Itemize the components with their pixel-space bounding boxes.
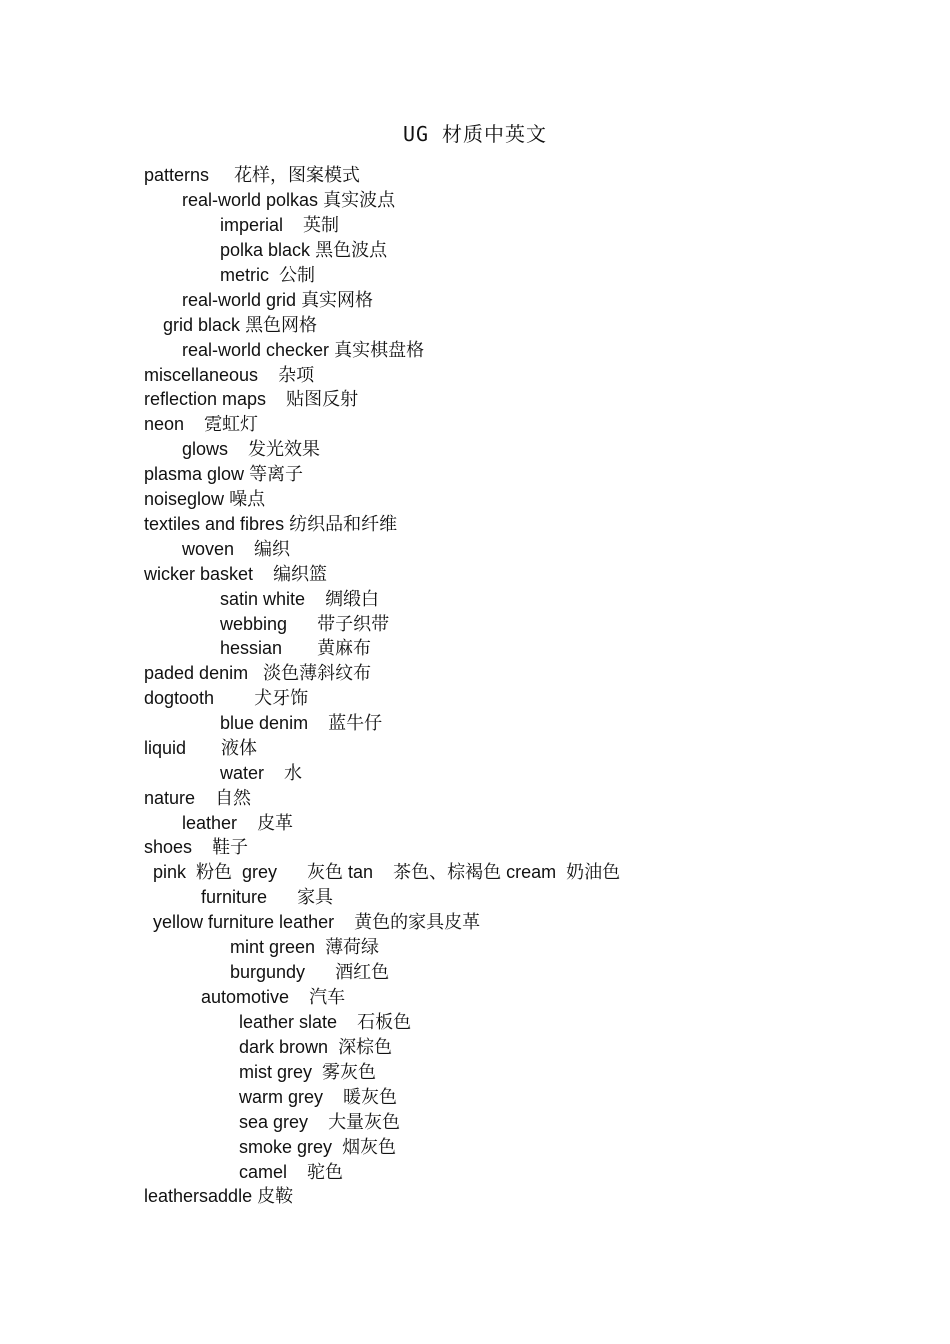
list-item [153,860,620,885]
term-gap [264,763,284,783]
english-term: shoes [144,837,193,857]
list-item [220,587,379,612]
english-term: webbing [220,614,288,634]
english-term: paded denim [144,663,249,683]
english-term: leather slate [239,1012,338,1032]
chinese-term: 绸缎白 [325,589,380,610]
list-item [144,412,258,437]
term-gap [312,1062,322,1082]
chinese-term: 真实棋盘格 [334,340,425,361]
english-term: wicker basket [144,564,254,584]
term-gap [287,1162,307,1182]
english-term: blue denim [220,713,309,733]
english-term: dark brown [239,1037,329,1057]
english-term: pink 粉色 grey 灰色 tan 茶色、棕褐色 cream [153,862,562,882]
term-gap [332,1137,342,1157]
english-term: real-world polkas [182,190,319,210]
chinese-term: 花样，图案模式 [234,165,361,186]
term-gap [186,738,221,758]
list-item [220,213,339,238]
term-gap [258,365,278,385]
document-title: UG 材质中英文 [402,122,548,146]
english-term: textiles and fibres [144,514,285,534]
chinese-term: 深棕色 [338,1037,393,1058]
list-item [144,686,308,711]
chinese-term: 自然 [215,788,252,809]
chinese-term: 驼色 [307,1162,344,1183]
english-term: reflection maps [144,389,267,409]
chinese-term: 编织 [254,539,291,560]
term-gap [253,564,273,584]
list-item [182,288,373,313]
list-item [144,786,251,811]
term-gap [308,713,328,733]
english-term: furniture [201,887,268,907]
chinese-term: 奶油色 [566,862,621,883]
chinese-term: 编织篮 [273,564,328,585]
list-item [220,636,371,661]
english-term: patterns [144,165,210,185]
term-gap [283,215,303,235]
list-item [182,811,293,836]
chinese-term: 汽车 [309,987,346,1008]
term-gap [248,663,263,683]
list-item [144,462,303,487]
english-term: nature [144,788,196,808]
list-item [182,188,395,213]
list-item [182,537,290,562]
list-item [220,238,387,263]
term-gap [267,887,297,907]
term-gap [184,414,204,434]
chinese-term: 薄荷绿 [325,937,380,958]
list-item [144,387,358,412]
english-term: miscellaneous [144,365,259,385]
english-term: hessian [220,638,283,658]
chinese-term: 杂项 [278,365,315,386]
term-gap [287,614,317,634]
term-gap [308,1112,328,1132]
english-term: leather [182,813,238,833]
chinese-term: 犬牙饰 [254,688,309,709]
list-item [201,985,345,1010]
english-term: woven [182,539,235,559]
chinese-term: 发光效果 [248,439,321,460]
english-term: plasma glow [144,464,245,484]
term-gap [228,439,248,459]
list-item [239,1035,392,1060]
term-gap [323,1087,343,1107]
chinese-term: 水 [284,763,303,784]
chinese-term: 霓虹灯 [204,414,259,435]
english-term: grid black [163,315,241,335]
list-item [201,885,333,910]
term-gap [195,788,215,808]
list-item [230,935,379,960]
list-item [144,163,360,188]
term-gap [209,165,234,185]
english-term: warm grey [239,1087,324,1107]
english-term: metric [220,265,269,285]
list-item [239,1010,411,1035]
term-gap [328,1037,338,1057]
term-gap [234,539,254,559]
term-gap [266,389,286,409]
english-term: burgundy [230,962,306,982]
chinese-term: 黑色网格 [245,315,318,336]
term-gap [192,837,212,857]
chinese-term: 液体 [221,738,258,759]
chinese-term: 黄色的家具皮革 [354,912,481,933]
list-item [220,612,389,637]
list-item [163,313,317,338]
chinese-term: 雾灰色 [322,1062,377,1083]
list-item [153,910,480,935]
english-term: smoke grey [239,1137,333,1157]
list-item [144,661,371,686]
english-term: water [220,763,265,783]
list-item [220,263,315,288]
list-item [182,338,424,363]
list-item [182,437,320,462]
english-term: mist grey [239,1062,313,1082]
english-term: yellow furniture leather [153,912,335,932]
chinese-term: 纺织品和纤维 [289,514,398,535]
chinese-term: 真实网格 [301,290,374,311]
chinese-term: 蓝牛仔 [328,713,383,734]
chinese-term: 英制 [303,215,340,236]
term-gap [305,962,335,982]
chinese-term: 公制 [279,265,316,286]
english-term: real-world checker [182,340,330,360]
list-item [144,562,327,587]
list-item [239,1160,343,1185]
list-item [144,736,257,761]
term-gap [315,937,325,957]
chinese-term: 皮革 [257,813,294,834]
list-item [239,1060,376,1085]
chinese-term: 等离子 [249,464,304,485]
term-gap [214,688,254,708]
chinese-term: 酒红色 [335,962,390,983]
chinese-term: 黄麻布 [317,638,372,659]
list-item [239,1085,397,1110]
list-item [144,512,397,537]
english-term: polka black [220,240,311,260]
chinese-term: 贴图反射 [286,389,359,410]
chinese-term: 石板色 [357,1012,412,1033]
term-gap [334,912,354,932]
chinese-term: 带子织带 [317,614,390,635]
english-term: neon [144,414,185,434]
chinese-term: 暖灰色 [343,1087,398,1108]
chinese-term: 真实波点 [323,190,396,211]
english-term: liquid [144,738,187,758]
term-gap [237,813,257,833]
list-item [144,1184,293,1209]
english-term: mint green [230,937,316,957]
list-item [239,1110,400,1135]
term-gap [269,265,279,285]
english-term: glows [182,439,229,459]
list-item [144,835,248,860]
english-term: real-world grid [182,290,297,310]
english-term: leathersaddle [144,1186,253,1206]
term-gap [337,1012,357,1032]
list-item [230,960,389,985]
chinese-term: 大量灰色 [328,1112,401,1133]
chinese-term: 烟灰色 [342,1137,397,1158]
chinese-term: 家具 [297,887,334,908]
english-term: satin white [220,589,306,609]
english-term: imperial [220,215,284,235]
term-gap [289,987,309,1007]
list-item [220,711,382,736]
list-item [239,1135,396,1160]
english-term: noiseglow [144,489,225,509]
chinese-term: 噪点 [229,489,266,510]
chinese-term: 淡色薄斜纹布 [263,663,372,684]
chinese-term: 黑色波点 [315,240,388,261]
english-term: camel [239,1162,288,1182]
english-term: sea grey [239,1112,309,1132]
term-gap [282,638,317,658]
term-gap [305,589,325,609]
english-term: automotive [201,987,290,1007]
list-item [144,487,265,512]
chinese-term: 皮鞍 [257,1186,294,1207]
english-term: dogtooth [144,688,215,708]
list-item [144,363,314,388]
chinese-term: 鞋子 [212,837,249,858]
list-item [220,761,302,786]
